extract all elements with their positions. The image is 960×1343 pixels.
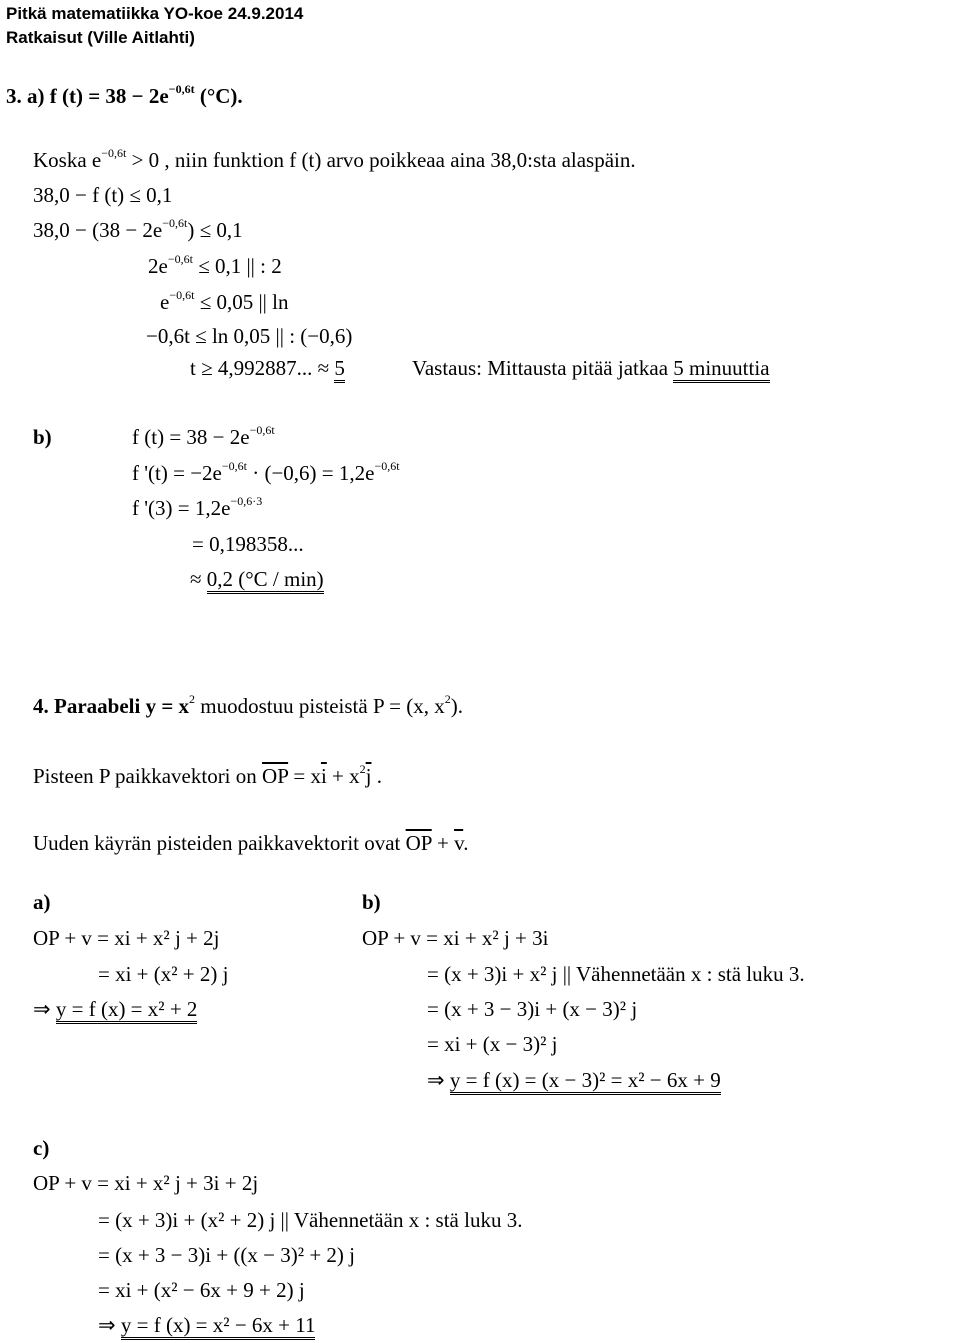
part-4c-line-4: = xi + (x² − 6x + 9 + 2) j <box>98 1278 305 1302</box>
ineq-line-1: 38,0 − f (t) ≤ 0,1 <box>33 183 173 207</box>
part-4c-line-5: ⇒ y = f (x) = x² − 6x + 11 <box>98 1313 315 1337</box>
ineq-line-2: $38,0 - (38 - 2e^{-0,6t}) \le 0,1$ <box>33 216 243 242</box>
part-4b-label: b) <box>362 890 381 914</box>
deriv-line-2: f '$(t) = -2e^{-0,6t} \cdot (-0,6) = 1,2e^{-0,6t}$ <box>132 459 400 485</box>
problem-3-title: 3. a) f $(t) = 38 - 2e^{-0,6t}$ (°C). <box>6 82 243 108</box>
part-4a-line-1: OP + v = xi + x² j + 2j <box>33 926 220 950</box>
position-vector-line: Pisteen P paikkavektori on $\overline{OP} = x\overline{i} + x^2\overline{j}$ . <box>33 762 382 788</box>
part-4c-line-2: = (x + 3)i + (x² + 2) j || Vähennetään x : stä luku 3. <box>98 1208 523 1232</box>
part-4c-line-3: = (x + 3 − 3)i + ((x − 3)² + 2) j <box>98 1243 355 1267</box>
part-4b-line-3: = (x + 3 − 3)i + (x − 3)² j <box>427 997 638 1021</box>
part-4a-label: a) <box>33 890 51 914</box>
part-4c-label: c) <box>33 1136 50 1160</box>
deriv-line-4: = 0,198358... <box>192 532 304 556</box>
header-title: Pitkä matematiikka YO-koe 24.9.2014 <box>6 4 304 23</box>
part-4a-line-3: ⇒ y = f (x) = x² + 2 <box>33 997 197 1021</box>
part-4b-line-2: = (x + 3)i + x² j || Vähennetään x : stä luku 3. <box>427 962 805 986</box>
ineq-line-3: $2e^{-0,6t} \le 0,1$ || : 2 <box>148 252 282 278</box>
deriv-line-1: f $(t) = 38 - 2e^{-0,6t}$ <box>132 423 275 449</box>
part-b-label: b) <box>33 425 52 449</box>
deriv-line-3: f '$(3) = 1,2e^{-0,6\cdot 3}$ <box>132 494 263 520</box>
part-4a-line-2: = xi + (x² + 2) j <box>98 962 229 986</box>
ineq-line-6: t ≥ 4,992887... ≈ 5 <box>190 356 345 380</box>
part-4c-line-1: OP + v = xi + x² j + 3i + 2j <box>33 1171 259 1195</box>
intro-line: Koska $e^{-0,6t} > 0$ , niin funktion f (t) arvo poikkeaa aina 38,0:sta alaspäin. <box>33 146 636 172</box>
ineq-line-5: −0,6t ≤ ln 0,05 || : (−0,6) <box>146 324 353 348</box>
problem-4-title: 4. Paraabeli $y = x^2$ muodostuu pisteistä P = (x, $x^2$). <box>33 692 463 718</box>
ineq-line-4: $e^{-0,6t} \le 0,05$ || ln <box>160 288 289 314</box>
answer-3a: Vastaus: Mittausta pitää jatkaa 5 minuuttia <box>412 356 770 380</box>
part-4b-line-4: = xi + (x − 3)² j <box>427 1032 558 1056</box>
deriv-line-5: ≈ 0,2 (°C / min) <box>190 567 324 591</box>
part-4b-line-5: ⇒ y = f (x) = (x − 3)² = x² − 6x + 9 <box>427 1068 721 1092</box>
part-4b-line-1: OP + v = xi + x² j + 3i <box>362 926 549 950</box>
header-author: Ratkaisut (Ville Aitlahti) <box>6 28 195 47</box>
new-curve-line: Uuden käyrän pisteiden paikkavektorit ovat $\overline{OP} + \overline{v}$. <box>33 831 469 855</box>
